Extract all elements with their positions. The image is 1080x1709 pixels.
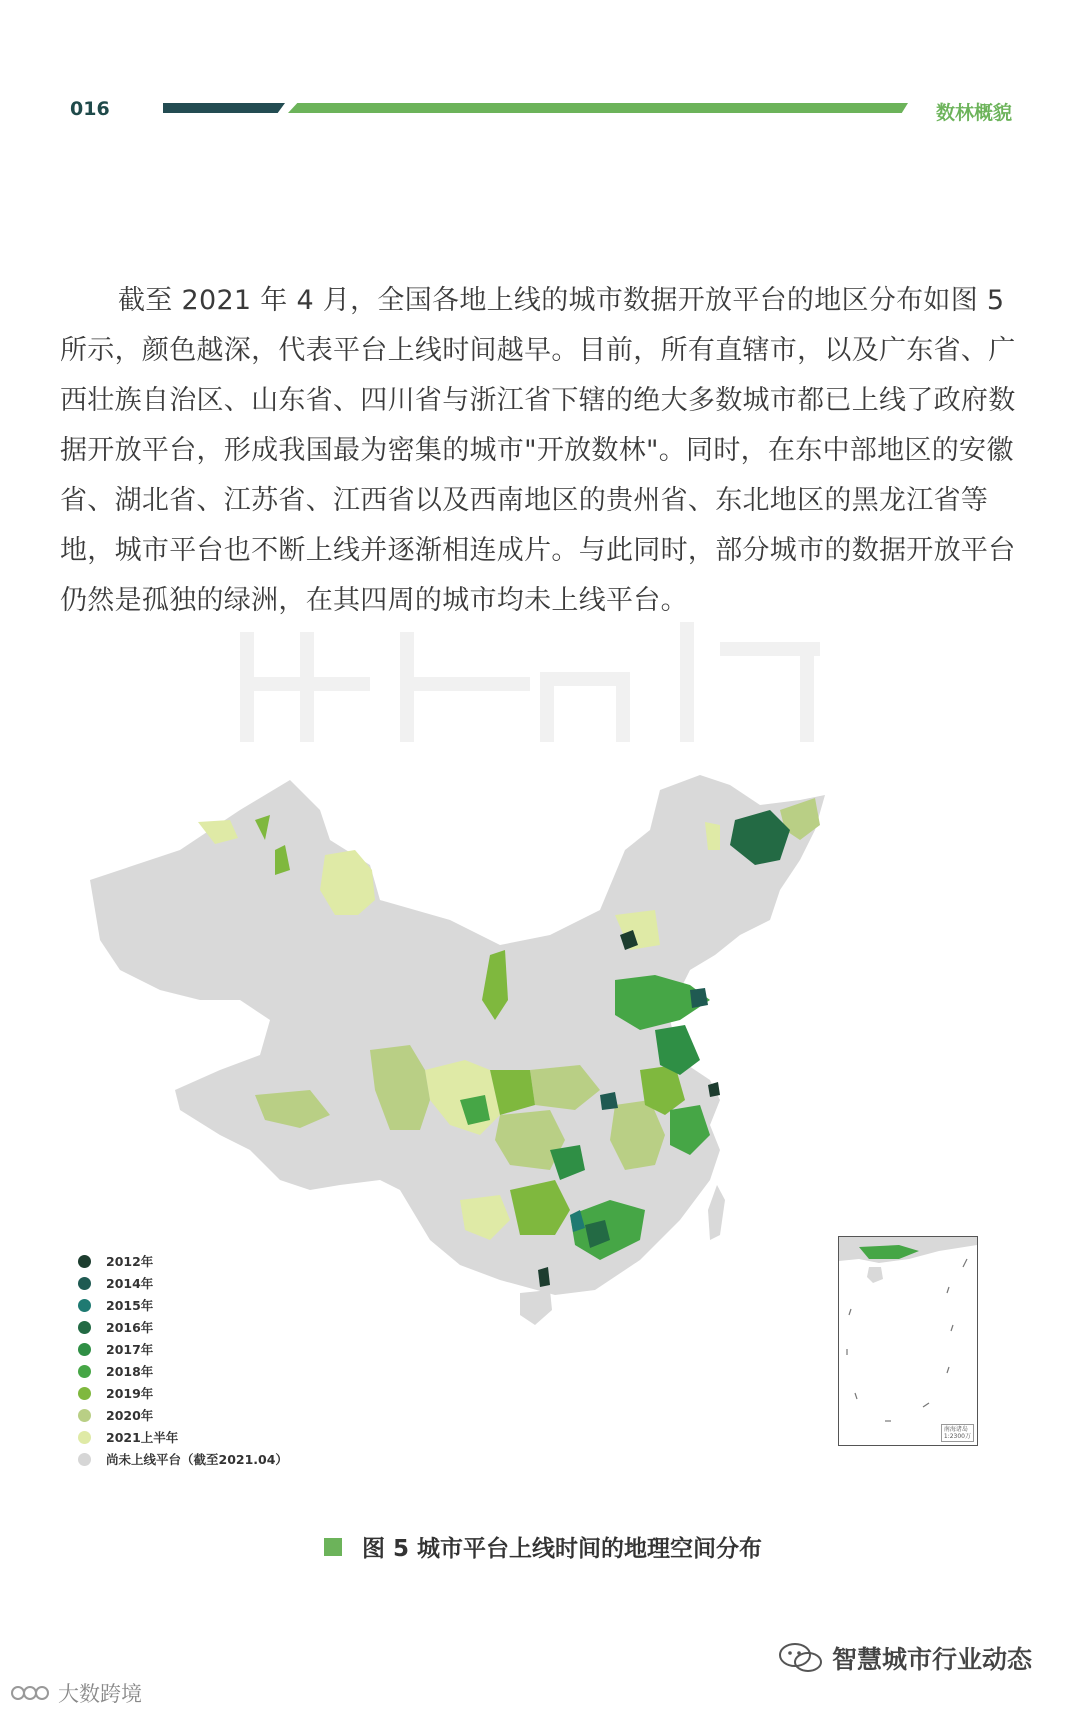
region-2014-shandong-east	[690, 988, 708, 1008]
legend-item-2012	[78, 1250, 288, 1272]
section-title: 数林概貌	[936, 102, 1013, 124]
legend-item-2016	[78, 1316, 288, 1338]
page-number: 016	[70, 98, 110, 120]
legend-item-not-online	[78, 1448, 288, 1470]
inset-hainan	[867, 1267, 883, 1283]
legend-swatch	[78, 1255, 91, 1268]
legend-swatch	[78, 1453, 91, 1466]
legend-item-2017	[78, 1338, 288, 1360]
legend-item-2018	[78, 1360, 288, 1382]
region-2014-wuhan	[600, 1092, 618, 1110]
background-watermark	[240, 622, 840, 742]
inset-label-line2: 1:2300万	[943, 1433, 971, 1440]
legend-swatch	[78, 1343, 91, 1356]
legend-item-2015	[78, 1294, 288, 1316]
inset-map	[839, 1237, 977, 1445]
region-2012-zhanjiang	[538, 1267, 550, 1287]
legend-label: 2021上半年	[106, 1430, 179, 1445]
legend-swatch	[78, 1409, 91, 1422]
header-bar-dark	[163, 103, 285, 113]
legend-swatch	[78, 1299, 91, 1312]
legend-swatch	[78, 1387, 91, 1400]
source-logo-text: 大数跨境	[58, 1682, 142, 1706]
south-china-sea-inset	[838, 1236, 978, 1446]
legend-item-2014	[78, 1272, 288, 1294]
wechat-icon	[778, 1641, 824, 1675]
legend-label: 2015年	[106, 1298, 154, 1313]
wechat-account-watermark	[778, 1640, 1032, 1676]
caption-marker	[324, 1538, 342, 1556]
body-paragraph: 截至 2021 年 4 月，全国各地上线的城市数据开放平台的地区分布如图 5 所示，颜色越深，代表平台上线时间越早。目前，所有直辖市，以及广东省、广西壮族自治区、山东省、四川省与浙江省下辖的绝大多数城市都已上线了政府数据开放平台，形成我国最为密集的城市"开放数林"。同时，在东中部地区的安徽省、湖北省、江苏省、江西省以及西南地区的贵州省、东北地区的黑龙江省等地，城市平台也不断上线并逐渐相连成片。与此同时，部分城市的数据开放平台仍然是孤独的绿洲，在其四周的城市均未上线平台。	[60, 285, 1016, 616]
source-logo	[10, 1678, 142, 1708]
inset-dashed-line	[847, 1259, 967, 1421]
header-bar-green	[288, 103, 908, 113]
wechat-account-name: 智慧城市行业动态	[832, 1645, 1033, 1674]
legend-label: 尚未上线平台（截至2021.04）	[106, 1452, 288, 1467]
legend-label: 2012年	[106, 1254, 154, 1269]
inset-label-line1: 南海诸岛	[943, 1426, 968, 1433]
legend-swatch	[78, 1365, 91, 1378]
source-logo-icon	[10, 1681, 54, 1705]
legend-label: 2020年	[106, 1408, 154, 1423]
legend-label: 2016年	[106, 1320, 154, 1335]
map-legend	[78, 1250, 288, 1470]
map-hainan	[520, 1290, 552, 1325]
legend-swatch	[78, 1321, 91, 1334]
legend-item-2021h1	[78, 1426, 288, 1448]
map-taiwan	[708, 1185, 725, 1240]
legend-item-2019	[78, 1382, 288, 1404]
figure-caption	[324, 1530, 762, 1563]
legend-label: 2017年	[106, 1342, 154, 1357]
legend-swatch	[78, 1277, 91, 1290]
legend-item-2020	[78, 1404, 288, 1426]
legend-label: 2019年	[106, 1386, 154, 1401]
caption-text: 图 5 城市平台上线时间的地理空间分布	[362, 1536, 763, 1562]
legend-label: 2018年	[106, 1364, 154, 1379]
legend-swatch	[78, 1431, 91, 1444]
legend-label: 2014年	[106, 1276, 154, 1291]
inset-label	[941, 1424, 974, 1442]
